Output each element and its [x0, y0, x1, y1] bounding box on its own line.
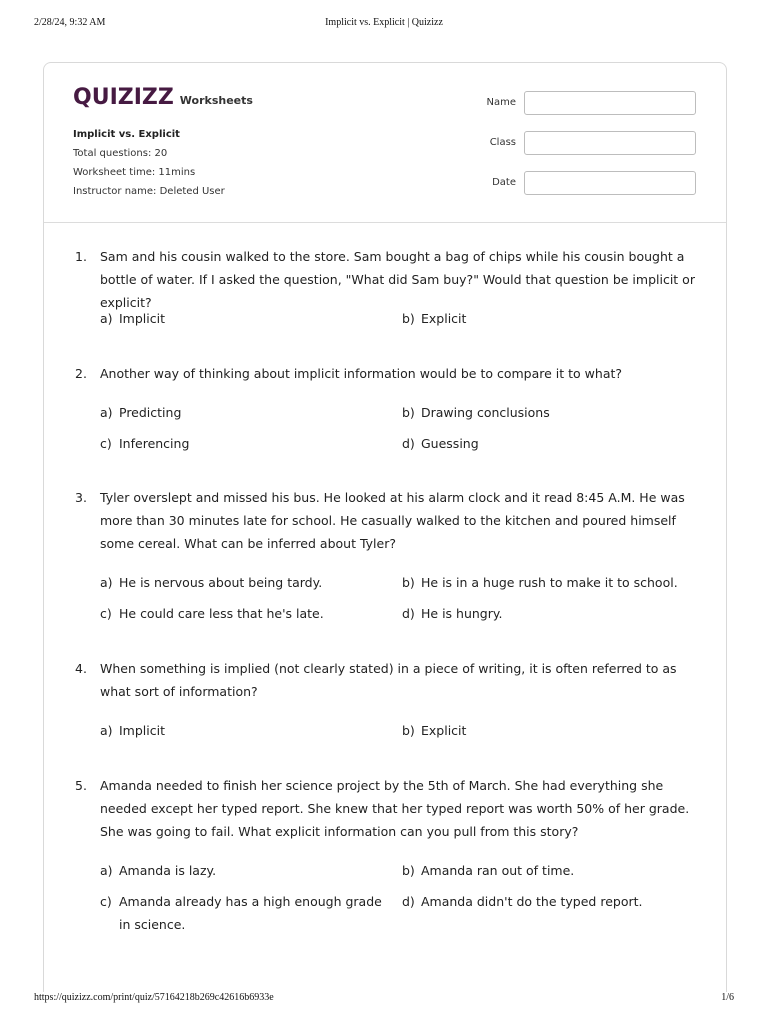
- option-text: Predicting: [119, 405, 182, 420]
- instructor-name: Instructor name: Deleted User: [73, 186, 225, 197]
- print-footer: [34, 992, 734, 1006]
- option-text: Amanda already has a high enough grade in science.: [119, 894, 382, 932]
- option-c: [100, 890, 390, 936]
- question-text: Sam and his cousin walked to the store. Sam bought a bag of chips while his cousin bought a bottle of water. If I asked the question, "What did Sam buy?" Would that question be implicit or explicit?: [100, 249, 695, 310]
- print-header: [34, 17, 734, 31]
- option-a: [100, 401, 390, 424]
- option-d: [402, 432, 692, 455]
- question-number: 5.: [75, 778, 87, 793]
- brand-product: Worksheets: [179, 94, 253, 107]
- option-text: He is nervous about being tardy.: [119, 575, 323, 590]
- option-letter: c): [100, 436, 112, 451]
- question-text: Another way of thinking about implicit information would be to compare it to what?: [100, 366, 623, 381]
- print-page-title: Implicit vs. Explicit | Quizizz: [325, 17, 443, 28]
- page-number: 1/6: [721, 992, 734, 1003]
- question-text: Amanda needed to finish her science project by the 5th of March. She had everything she needed except her typed report. She knew that her typed report was worth 50% of her grade. She was going to fail. What explicit information can you pull from this story?: [100, 778, 690, 839]
- option-text: Guessing: [421, 436, 479, 451]
- option-d: [402, 890, 692, 913]
- worksheet-time: Worksheet time: 11mins: [73, 167, 196, 178]
- class-label: Class: [489, 137, 516, 148]
- option-letter: a): [100, 575, 113, 590]
- question-text: When something is implied (not clearly stated) in a piece of writing, it is often referred to as what sort of information?: [100, 661, 677, 699]
- option-text: He is hungry.: [421, 606, 503, 621]
- name-label: Name: [486, 97, 516, 108]
- option-a: [100, 859, 390, 882]
- date-label: Date: [492, 177, 516, 188]
- option-b: [402, 719, 692, 742]
- option-text: Inferencing: [119, 436, 190, 451]
- option-letter: b): [402, 311, 415, 326]
- date-field[interactable]: [524, 171, 696, 195]
- quizizz-logo: [73, 85, 253, 111]
- option-b: [402, 401, 692, 424]
- option-text: He is in a huge rush to make it to school.: [421, 575, 678, 590]
- option-a: [100, 307, 390, 330]
- option-text: Implicit: [119, 311, 165, 326]
- print-url: https://quizizz.com/print/quiz/57164218b269c42616b6933e: [34, 992, 274, 1003]
- option-text: Amanda is lazy.: [119, 863, 217, 878]
- option-letter: b): [402, 723, 415, 738]
- option-c: [100, 432, 390, 455]
- option-letter: d): [402, 894, 415, 909]
- option-d: [402, 602, 692, 625]
- worksheet-meta: [73, 125, 225, 201]
- option-letter: a): [100, 311, 113, 326]
- worksheet-card: [43, 62, 727, 992]
- option-letter: b): [402, 405, 415, 420]
- question-text: Tyler overslept and missed his bus. He looked at his alarm clock and it read 8:45 A.M. He was more than 30 minutes late for school. He casually walked to the kitchen and poured himself some cereal. What can be inferred about Tyler?: [100, 490, 685, 551]
- option-letter: b): [402, 575, 415, 590]
- option-letter: c): [100, 606, 112, 621]
- option-letter: a): [100, 405, 113, 420]
- total-questions: Total questions: 20: [73, 148, 168, 159]
- option-b: [402, 859, 692, 882]
- brand-name: QUIZIZZ: [73, 85, 174, 110]
- option-letter: c): [100, 894, 112, 909]
- option-letter: d): [402, 436, 415, 451]
- question-number: 3.: [75, 490, 87, 505]
- option-b: [402, 307, 692, 330]
- option-text: Explicit: [421, 311, 467, 326]
- option-text: He could care less that he's late.: [119, 606, 324, 621]
- print-datetime: 2/28/24, 9:32 AM: [34, 17, 106, 28]
- option-text: Drawing conclusions: [421, 405, 550, 420]
- option-letter: a): [100, 863, 113, 878]
- option-b: [402, 571, 692, 594]
- class-field[interactable]: [524, 131, 696, 155]
- option-letter: a): [100, 723, 113, 738]
- option-text: Implicit: [119, 723, 165, 738]
- option-text: Amanda ran out of time.: [421, 863, 575, 878]
- question-number: 4.: [75, 661, 87, 676]
- option-letter: d): [402, 606, 415, 621]
- option-text: Explicit: [421, 723, 467, 738]
- option-a: [100, 719, 390, 742]
- question-number: 1.: [75, 249, 87, 264]
- worksheet-title: Implicit vs. Explicit: [73, 129, 180, 140]
- name-field[interactable]: [524, 91, 696, 115]
- option-letter: b): [402, 863, 415, 878]
- worksheet-header: [44, 63, 726, 223]
- question-number: 2.: [75, 366, 87, 381]
- option-text: Amanda didn't do the typed report.: [421, 894, 643, 909]
- option-c: [100, 602, 390, 625]
- option-a: [100, 571, 390, 594]
